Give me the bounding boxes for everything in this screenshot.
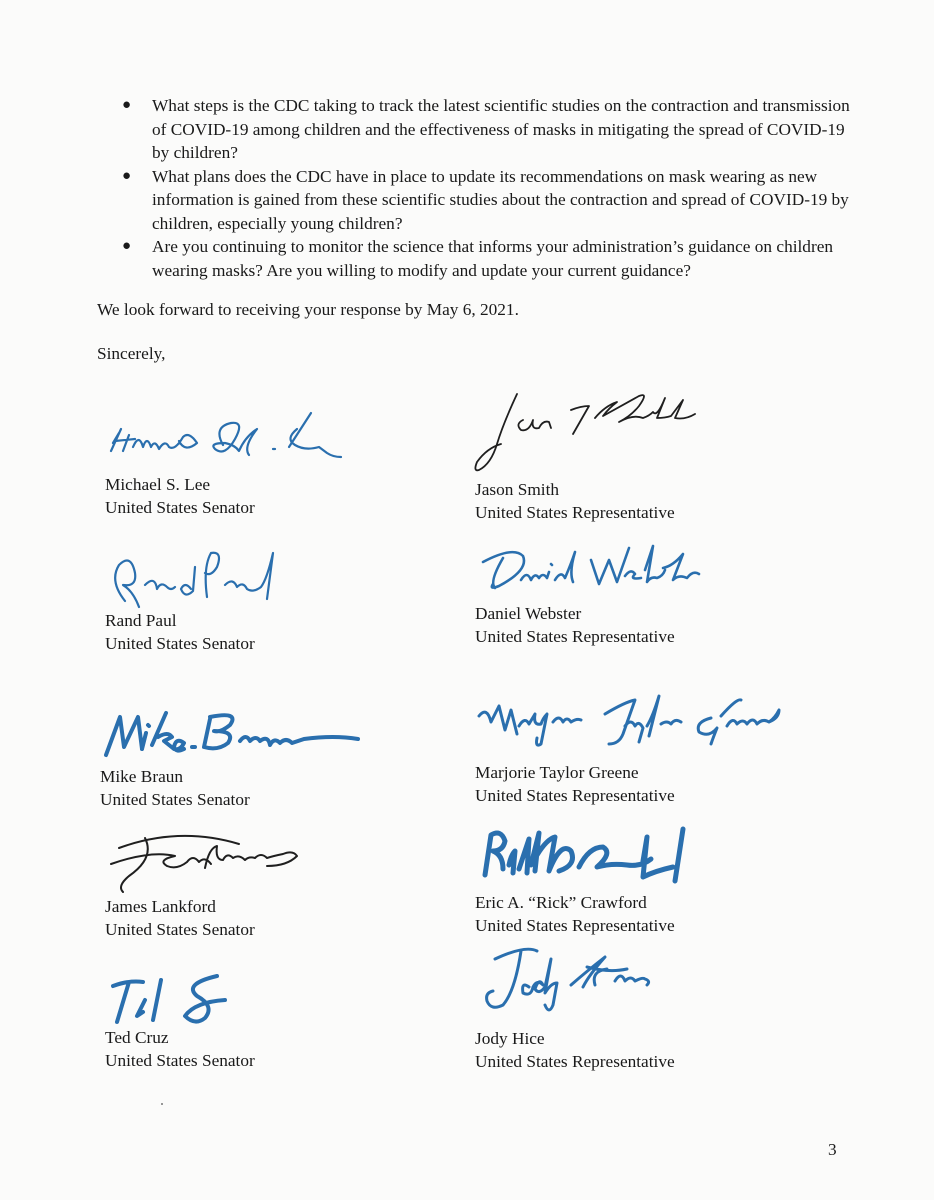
bullet-icon: ● — [122, 238, 132, 254]
signature-block-greene — [475, 692, 815, 805]
signatory-title: United States Senator — [100, 790, 250, 809]
signatory-title: United States Senator — [105, 498, 255, 517]
bullet-icon: ● — [122, 167, 132, 184]
signatory-title: United States Senator — [105, 634, 255, 653]
signature-block-lankford — [105, 830, 445, 940]
question-text: Are you continuing to monitor the science that informs your administration’s guidance on children wearing masks? Are you willing to modify and update your current guidance? — [152, 237, 834, 280]
page-number: 3 — [828, 1140, 837, 1159]
signatory-name: Marjorie Taylor Greene — [475, 763, 639, 782]
signatory-title: United States Senator — [105, 1051, 255, 1070]
question-item — [120, 235, 850, 282]
signature-hice-image — [475, 945, 675, 1025]
question-list — [120, 94, 850, 282]
signatory-name: Ted Cruz — [105, 1028, 169, 1047]
signature-smith-image — [475, 390, 705, 470]
signature-block-lee — [105, 405, 445, 520]
signatory-title: United States Representative — [475, 786, 675, 805]
closing-sentence: We look forward to receiving your response by May 6, 2021. — [97, 300, 519, 319]
question-text: What steps is the CDC taking to track the latest scientific studies on the contraction and transmission of COVID-19 among children and the effectiveness of masks in mitigating the spread of COVID-19 by children? — [152, 96, 850, 162]
signature-paul-image — [105, 545, 345, 605]
signature-braun-image — [100, 705, 350, 760]
signatory-title: United States Senator — [105, 920, 255, 939]
signatory-name: Michael S. Lee — [105, 475, 211, 494]
signatory-title: United States Representative — [475, 503, 675, 522]
salutation: Sincerely, — [97, 344, 166, 363]
signature-lee-image — [105, 405, 345, 475]
question-text: What plans does the CDC have in place to update its recommendations on mask wearing as new information is gained from these scientific studies about the contraction and spread of COVID-19 by children, especially young children? — [152, 166, 849, 233]
question-item — [120, 165, 850, 236]
signature-lankford-image — [105, 830, 305, 892]
signatory-name: Eric A. “Rick” Crawford — [475, 893, 647, 912]
signature-block-webster — [475, 540, 815, 650]
bullet-icon: ● — [122, 97, 132, 113]
signature-greene-image — [475, 692, 785, 762]
signature-block-hice — [475, 945, 815, 1070]
signatory-name: James Lankford — [105, 897, 216, 916]
signature-cruz-image — [105, 970, 265, 1025]
signature-block-braun — [100, 705, 440, 809]
signatory-name: Jody Hice — [475, 1029, 545, 1048]
signatory-name: Jason Smith — [475, 480, 560, 499]
signatory-name: Daniel Webster — [475, 604, 582, 623]
signatory-name: Mike Braun — [100, 767, 184, 786]
signature-block-smith — [475, 390, 815, 525]
signature-webster-image — [475, 540, 705, 600]
signatory-title: United States Representative — [475, 627, 675, 646]
signature-block-cruz — [105, 970, 445, 1070]
signature-crawford-image — [475, 825, 715, 890]
signatory-title: United States Representative — [475, 916, 675, 935]
signatory-name: Rand Paul — [105, 611, 177, 630]
signatory-title: United States Representative — [475, 1052, 675, 1071]
scan-speck — [161, 1103, 163, 1105]
question-item — [120, 94, 850, 165]
signature-block-paul — [105, 545, 445, 653]
signature-block-crawford — [475, 825, 815, 940]
